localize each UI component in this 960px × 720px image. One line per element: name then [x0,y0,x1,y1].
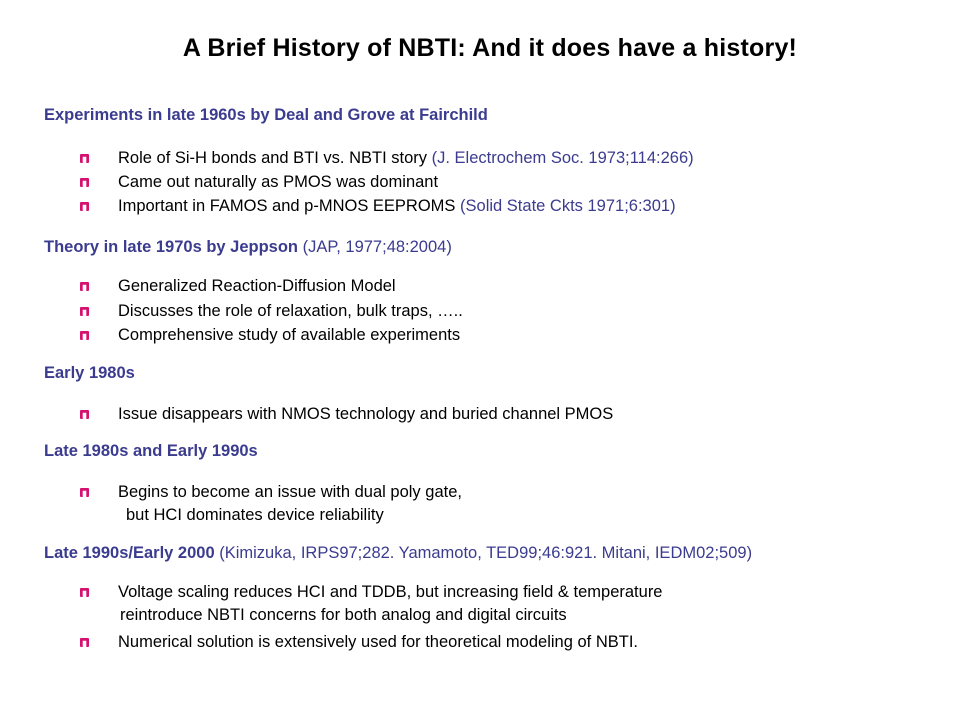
bullet-text: Numerical solution is extensively used for theoretical modeling of NBTI. [118,633,638,651]
bullet-text: Voltage scaling reduces HCI and TDDB, but increasing field & temperature [118,583,663,601]
list-item [118,172,438,192]
section-heading-text: Late 1980s and Early 1990s [44,442,258,460]
list-item [118,325,460,345]
section-heading-text: Experiments in late 1960s by Deal and Grove at Fairchild [44,106,488,124]
bullet-marker-icon [80,588,90,598]
list-item [118,482,462,502]
list-item [118,582,662,602]
bullet-marker-icon [80,410,90,420]
section-heading-late-1990s [44,543,752,563]
bullet-marker-icon [80,178,90,188]
bullet-marker-icon [80,307,90,317]
list-item [118,276,396,296]
bullet-marker-icon [80,154,90,164]
bullet-marker-icon [80,282,90,292]
bullet-text: Generalized Reaction-Diffusion Model [118,277,396,295]
bullet-text: Role of Si-H bonds and BTI vs. NBTI story [118,149,432,167]
bullet-citation: (Solid State Ckts 1971;6:301) [460,197,676,215]
list-item [118,196,676,216]
section-heading-citation: (Kimizuka, IRPS97;282. Yamamoto, TED99;46:921. Mitani, IEDM02;509) [219,544,753,562]
bullet-marker-icon [80,488,90,498]
bullet-continuation: but HCI dominates device reliability [126,506,384,524]
bullet-marker-icon [80,331,90,341]
bullet-citation: (J. Electrochem Soc. 1973;114:266) [431,149,694,167]
bullet-text: Important in FAMOS and p-MNOS EEPROMS [118,197,461,215]
bullet-continuation: reintroduce NBTI concerns for both analog and digital circuits [120,606,567,624]
list-item [118,301,463,321]
bullet-text: Discusses the role of relaxation, bulk traps, ….. [118,302,463,320]
section-heading-1960s [44,105,488,125]
section-heading-citation: (JAP, 1977;48:2004) [302,238,452,256]
bullet-marker-icon [80,202,90,212]
section-heading-1970s [44,237,452,257]
list-item [118,148,694,168]
bullet-text: Begins to become an issue with dual poly gate, [118,483,462,501]
list-item [118,632,638,652]
slide-title: A Brief History of NBTI: And it does have a history! [182,34,798,62]
section-heading-text: Late 1990s/Early 2000 [44,544,220,562]
section-heading-text: Theory in late 1970s by Jeppson [44,238,303,256]
bullet-text: Comprehensive study of available experiments [118,326,461,344]
section-heading-late-1980s [44,441,258,461]
section-heading-early-1980s [44,363,135,383]
list-item [118,404,613,424]
bullet-marker-icon [80,638,90,648]
bullet-text: Issue disappears with NMOS technology and buried channel PMOS [118,405,614,423]
bullet-text: Came out naturally as PMOS was dominant [118,173,439,191]
section-heading-text: Early 1980s [44,364,135,382]
